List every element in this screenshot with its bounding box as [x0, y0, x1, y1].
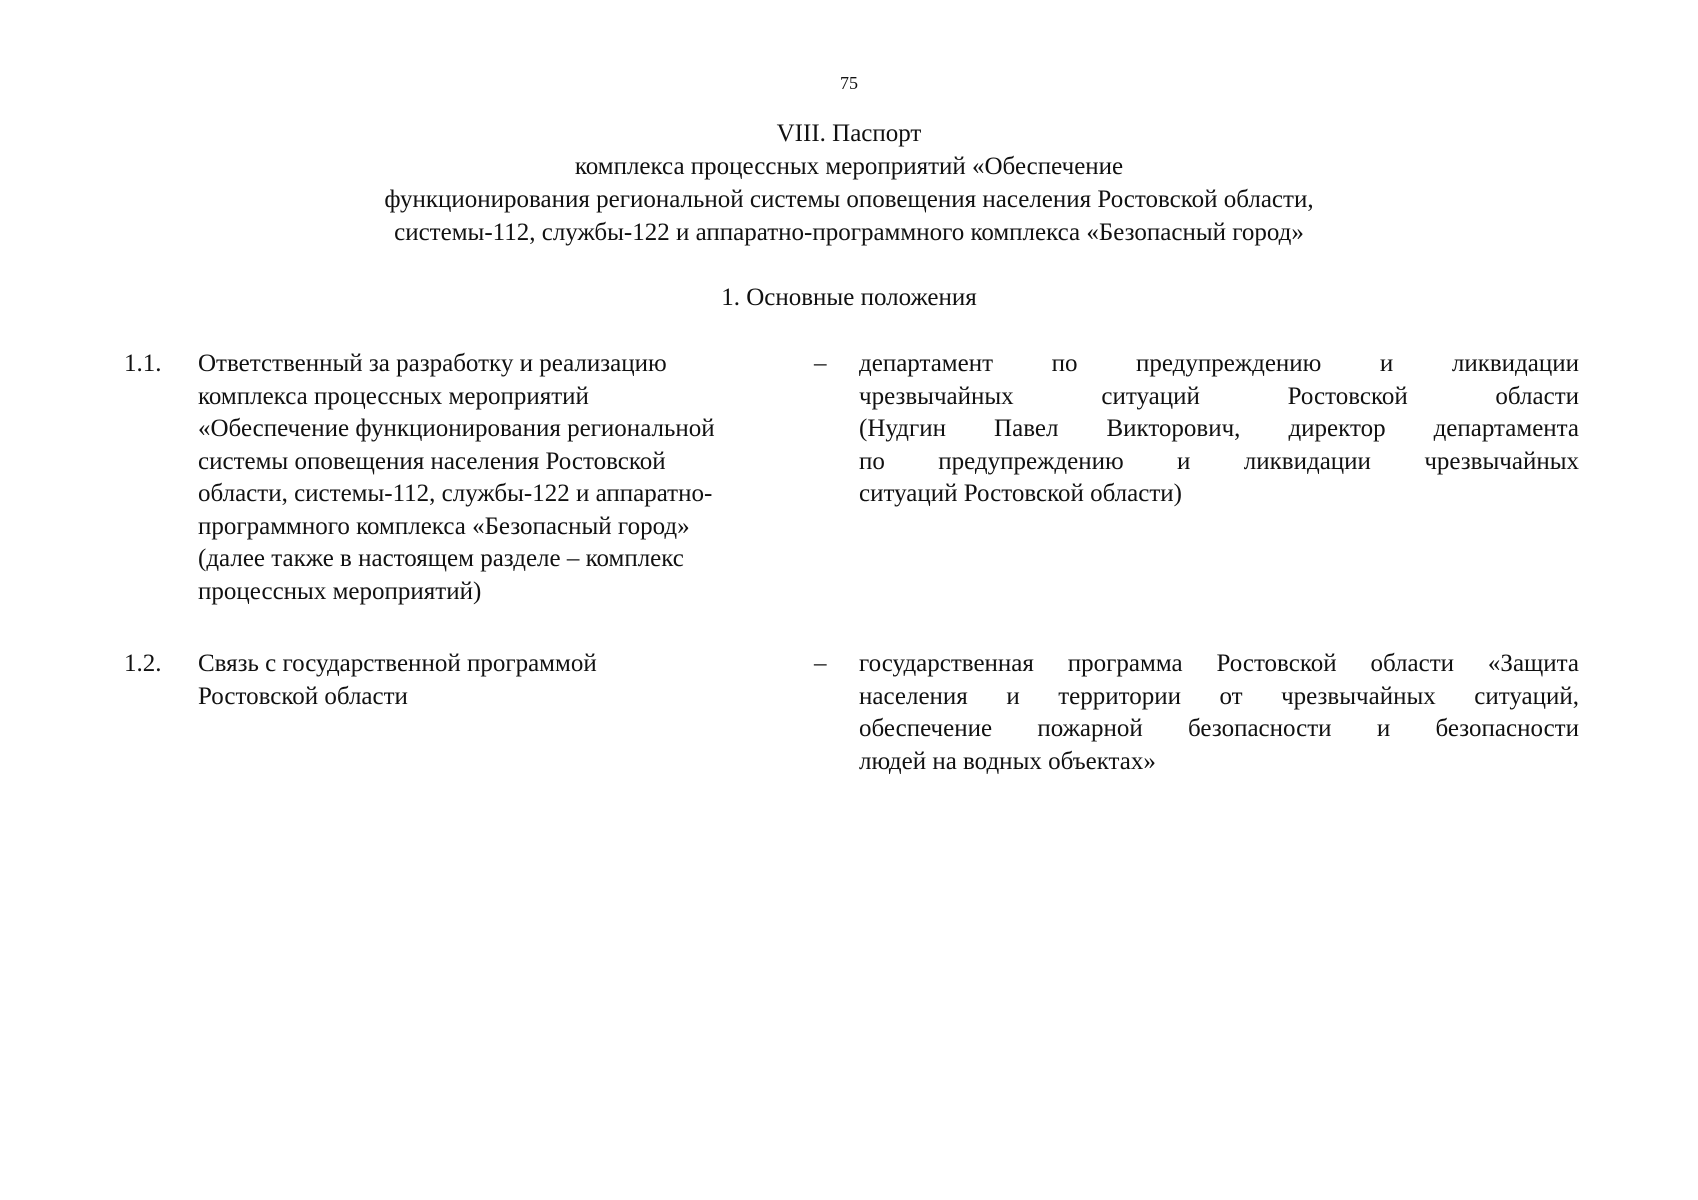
page-number: 75 [840, 73, 858, 93]
value-line: людей на водных объектах» [859, 747, 1156, 775]
label-line: Связь с государственной программой [198, 650, 597, 677]
item-dash: – [814, 650, 827, 677]
value-line: департамент по предупреждению и ликвидации [859, 350, 1579, 377]
label-line: программного комплекса «Безопасный город» [198, 512, 690, 540]
label-line: «Обеспечение функционирования региональной [198, 415, 715, 442]
label-line: Ответственный за разработку и реализацию [198, 350, 667, 377]
value-line: чрезвычайных ситуаций Ростовской области [859, 382, 1579, 410]
item-value [859, 348, 1579, 511]
item-number: 1.2. [124, 650, 162, 677]
value-line: населения и территории от чрезвычайных ситуаций, [859, 682, 1579, 710]
item-label [198, 648, 798, 713]
value-line: государственная программа Ростовской области «Защита [859, 650, 1579, 677]
item-dash: – [814, 350, 827, 377]
value-line: по предупреждению и ликвидации чрезвычайных [859, 447, 1579, 475]
title-line-2: комплекса процессных мероприятий «Обеспечение [574, 153, 1124, 180]
label-line: системы оповещения населения Ростовской [198, 447, 666, 475]
title-line-3: функционирования региональной системы оповещения населения Ростовской области, [384, 186, 1314, 213]
value-line: (Нудгин Павел Викторович, директор департамента [859, 415, 1579, 442]
document-title [0, 117, 1698, 249]
item-number: 1.1. [124, 350, 162, 377]
title-line-4: системы-112, службы-122 и аппаратно-программного комплекса «Безопасный город» [394, 219, 1304, 246]
item-value [859, 648, 1579, 778]
title-line-1: VIII. Паспорт [776, 120, 922, 147]
value-line: обеспечение пожарной безопасности и безопасности [859, 715, 1579, 742]
label-line: комплекса процессных мероприятий [198, 382, 589, 410]
label-line: Ростовской области [198, 682, 408, 710]
value-line: ситуаций Ростовской области) [859, 480, 1182, 507]
item-label [198, 348, 798, 608]
label-line: (далее также в настоящем разделе – комплекс [198, 545, 684, 572]
section-heading: 1. Основные положения [721, 284, 977, 311]
label-line: области, системы-112, службы-122 и аппаратно- [198, 480, 713, 507]
label-line: процессных мероприятий) [198, 577, 482, 605]
